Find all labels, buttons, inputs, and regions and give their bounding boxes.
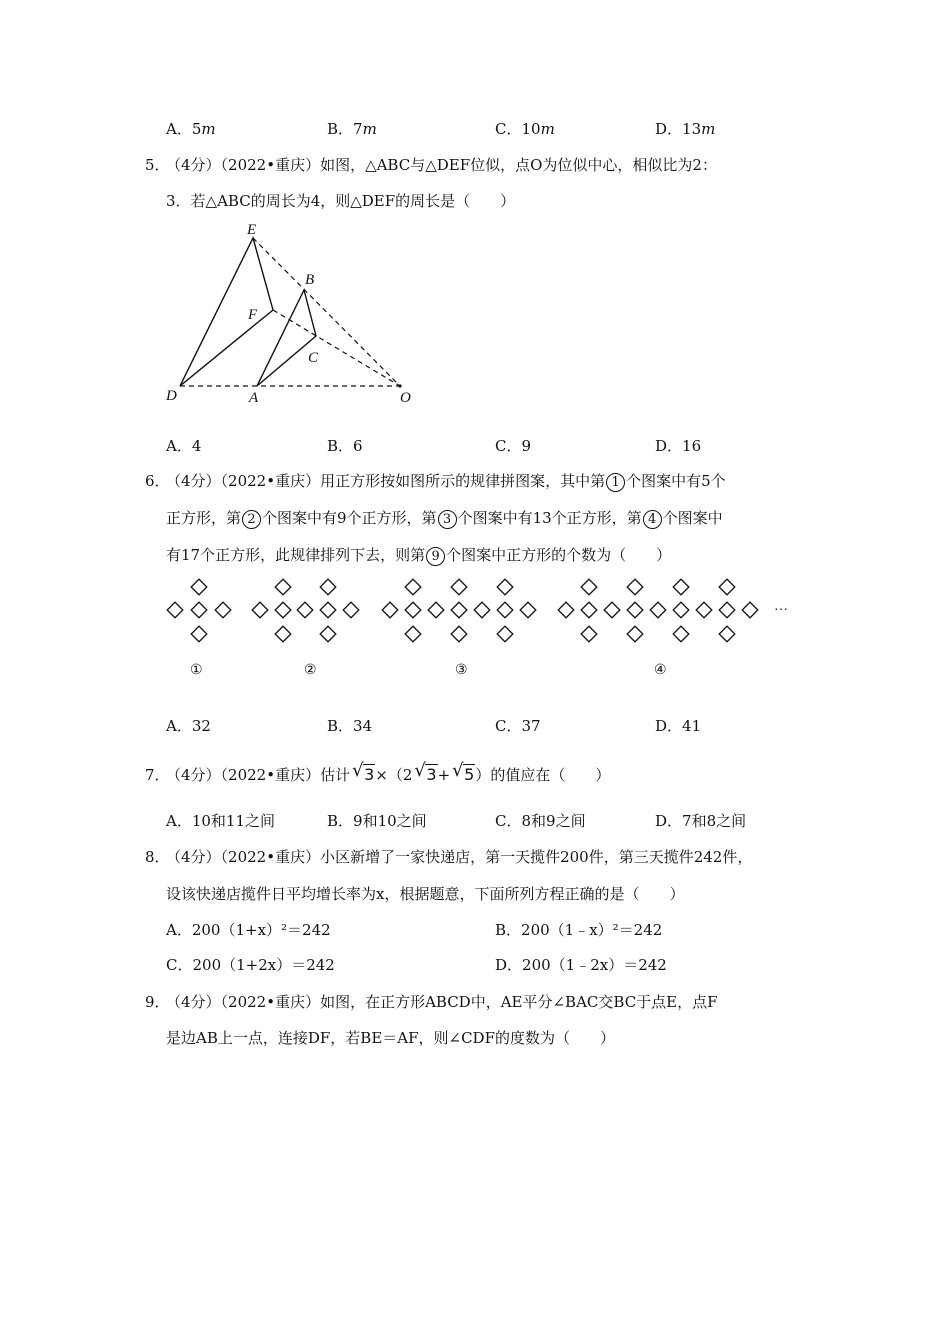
label-d: D bbox=[166, 388, 177, 404]
pattern-label-1: ① bbox=[190, 662, 203, 678]
circled-1: 1 bbox=[606, 473, 625, 492]
q7-stem: （4分）（2022•重庆）估计 √ 3×（2 √ 3+ √ 5）的值应在（ ） bbox=[166, 760, 611, 784]
q5-option-b: B．6 bbox=[327, 437, 363, 455]
q7-number: 7． bbox=[145, 766, 170, 784]
q8-option-c: C．200（1+2x）＝242 bbox=[166, 956, 335, 974]
pattern-label-2: ② bbox=[304, 662, 317, 678]
label-e: E bbox=[247, 222, 257, 238]
q6-option-d: D．41 bbox=[655, 717, 702, 735]
q8-option-a: A．200（1+x）²＝242 bbox=[166, 921, 331, 939]
q8-option-d: D．200（1﹣2x）＝242 bbox=[495, 956, 667, 974]
q4-option-b: B．7m bbox=[327, 120, 377, 138]
dashed-eo bbox=[253, 238, 400, 386]
sqrt-3-a: √ 3 bbox=[352, 760, 375, 784]
q6-line3: 有17个正方形，此规律排列下去，则第 9 个图案中正方形的个数为（ ） bbox=[166, 546, 672, 564]
circled-2: 2 bbox=[242, 510, 261, 529]
q7-option-a: A．10和11之间 bbox=[166, 812, 276, 830]
q5-option-c: C．9 bbox=[495, 437, 532, 455]
q6-option-b: B．34 bbox=[327, 717, 373, 735]
sqrt-3-b: √ 3 bbox=[414, 760, 437, 784]
q6-square-patterns bbox=[160, 572, 800, 647]
q4-option-d: D．13m bbox=[655, 120, 716, 138]
q6-number: 6． bbox=[145, 472, 170, 490]
pattern-ellipsis: ··· bbox=[774, 603, 788, 618]
q8-line1: （4分）（2022•重庆）小区新增了一家快递店，第一天揽件200件，第三天揽件242件， bbox=[166, 848, 753, 866]
q5-line1: （4分）（2022•重庆）如图，△ABC与△DEF位似，点O为位似中心，相似比为2： bbox=[166, 156, 717, 174]
q8-line2: 设该快递店揽件日平均增长率为x，根据题意，下面所列方程正确的是（ ） bbox=[166, 885, 685, 903]
q8-option-b: B．200（1﹣x）²＝242 bbox=[495, 921, 663, 939]
circled-4: 4 bbox=[643, 510, 662, 529]
triangle-def bbox=[180, 238, 273, 386]
q4-option-a: A．5m bbox=[166, 120, 216, 138]
pattern-label-3: ③ bbox=[455, 662, 468, 678]
q9-number: 9． bbox=[145, 993, 170, 1011]
q6-line1: （4分）（2022•重庆）用正方形按如图所示的规律拼图案，其中第 1 个图案中有5个 bbox=[166, 472, 726, 490]
label-b: B bbox=[305, 272, 315, 288]
pattern-label-4: ④ bbox=[654, 662, 667, 678]
q9-line2: 是边AB上一点，连接DF，若BE＝AF，则∠CDF的度数为（ ） bbox=[166, 1029, 615, 1047]
q5-option-d: D．16 bbox=[655, 437, 702, 455]
q9-line1: （4分）（2022•重庆）如图，在正方形ABCD中，AE平分∠BAC交BC于点E，点F bbox=[166, 993, 718, 1011]
label-f: F bbox=[248, 307, 258, 323]
pattern-1 bbox=[167, 579, 231, 642]
q8-number: 8． bbox=[145, 848, 170, 866]
label-a: A bbox=[249, 390, 259, 406]
q7-option-c: C．8和9之间 bbox=[495, 812, 586, 830]
q5-option-a: A．4 bbox=[166, 437, 202, 455]
label-c: C bbox=[308, 350, 319, 366]
q7-option-d: D．7和8之间 bbox=[655, 812, 747, 830]
circled-3: 3 bbox=[438, 510, 457, 529]
pattern-2 bbox=[252, 579, 359, 642]
triangle-abc bbox=[257, 290, 316, 386]
q6-option-c: C．37 bbox=[495, 717, 541, 735]
q5-number: 5． bbox=[145, 156, 170, 174]
q7-option-b: B．9和10之间 bbox=[327, 812, 427, 830]
q6-option-a: A．32 bbox=[166, 717, 211, 735]
pattern-4 bbox=[558, 579, 758, 642]
q6-line2: 正方形，第 2 个图案中有9个正方形，第 3 个图案中有13个正方形，第 4 个图案中 bbox=[166, 509, 723, 527]
q5-line2: 3．若△ABC的周长为4，则△DEF的周长是（ ） bbox=[166, 192, 516, 210]
label-o: O bbox=[400, 390, 411, 406]
pattern-3 bbox=[382, 579, 536, 642]
circled-9: 9 bbox=[426, 547, 445, 566]
q5-homothety-figure bbox=[160, 218, 430, 408]
sqrt-5: √ 5 bbox=[452, 760, 475, 784]
q4-option-c: C．10m bbox=[495, 120, 555, 138]
